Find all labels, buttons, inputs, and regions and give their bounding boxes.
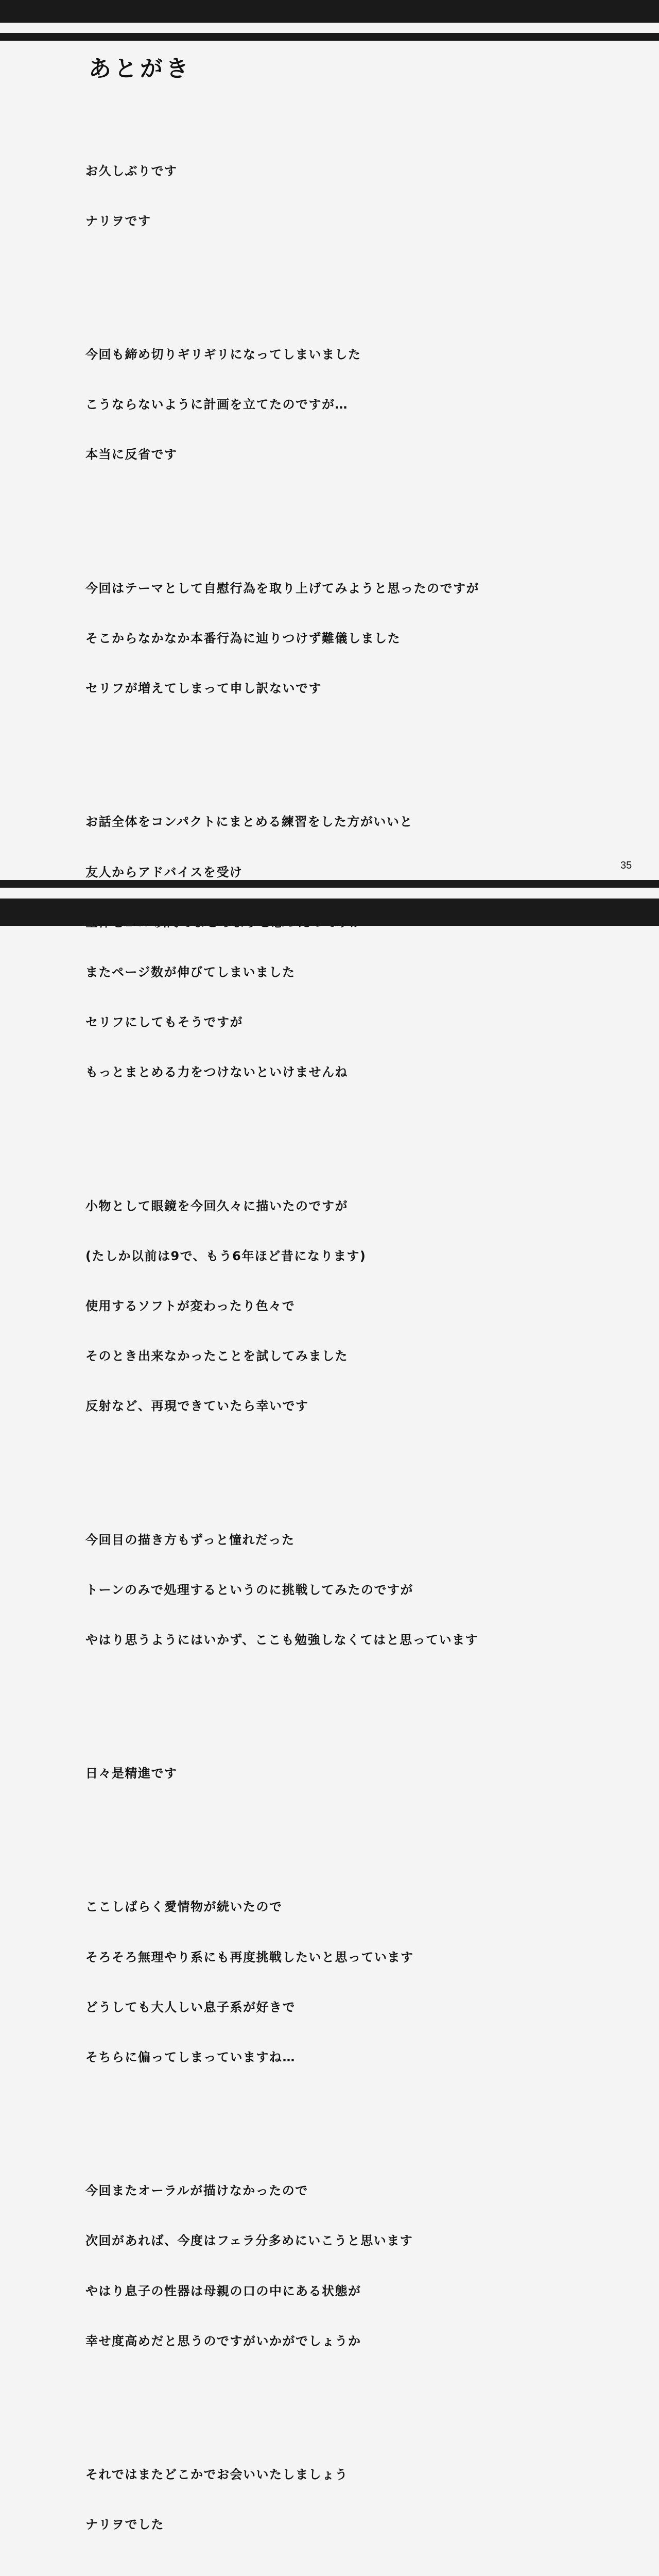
text-line: ここしばらく愛情物が続いたので: [85, 1900, 283, 1914]
paragraph: [85, 313, 626, 496]
text-line: 今回はテーマとして自慰行為を取り上げてみようと思ったのですが: [85, 581, 479, 596]
text-line: 今回またオーラルが描けなかったので: [85, 2183, 308, 2198]
text-line: 今回も締め切りギリギリになってしまいました: [85, 347, 361, 362]
text-line: そろそろ無理やり系にも再度挑戦したいと思っています: [85, 1950, 414, 1964]
text-line: 友人からアドバイスを受け: [85, 865, 243, 879]
text-line: 小物として眼鏡を今回久々に描いたのですが: [85, 1198, 348, 1213]
text-line: 日々是精進です: [85, 1766, 178, 1781]
paragraph: [85, 1498, 626, 1682]
text-line: もっとまとめる力をつけないといけませんね: [85, 1065, 348, 1080]
text-line: そこからなかなか本番行為に辿りつけず難儀しました: [85, 631, 401, 646]
text-line: またページ数が伸びてしまいました: [85, 964, 296, 979]
text-line: トーンのみで処理するというのに挑戦してみたのですが: [85, 1582, 414, 1597]
page-title: あとがき: [89, 56, 192, 82]
text-line: 今回目の描き方もずっと憧れだった: [85, 1532, 295, 1547]
text-line: (たしか以前は9で、もう6年ほど昔になります): [85, 1248, 367, 1263]
bottom-border-thin: [0, 880, 659, 888]
text-line: 使用するソフトが変わったり色々で: [85, 1298, 296, 1313]
afterword-body: [85, 96, 626, 2576]
top-border-thin: [0, 33, 659, 41]
top-border-thick: [0, 0, 659, 23]
text-line: 反射など、再現できていたら幸いです: [85, 1399, 309, 1414]
paragraph: [85, 1866, 626, 2099]
text-line: 幸せ度高めだと思うのですがいかがでしょうか: [85, 2333, 361, 2348]
text-line: セリフが増えてしまって申し訳ないです: [85, 681, 322, 696]
text-line: こうならないように計画を立てたのですが…: [85, 397, 348, 412]
page-number: 35: [620, 860, 632, 871]
paragraph: [85, 1732, 626, 1815]
text-line: お久しぶりです: [85, 163, 178, 178]
paragraph: [85, 547, 626, 730]
text-line: 本当に反省です: [85, 447, 178, 462]
text-line: 次回があれば、今度はフェラ分多めにいこうと思います: [85, 2233, 413, 2248]
text-line: お話全体をコンパクトにまとめる練習をした方がいいと: [85, 815, 413, 829]
text-line: ナリヲです: [85, 213, 151, 228]
text-line: そのとき出来なかったことを試してみました: [85, 1349, 348, 1364]
paragraph: [85, 2433, 626, 2566]
text-line: やはり思うようにはいかず、ここも勉強しなくてはと思っています: [85, 1632, 479, 1647]
paragraph: [85, 780, 626, 1114]
text-line: セリフにしてもそうですが: [85, 1015, 243, 1030]
text-line: どうしても大人しい息子系が好きで: [85, 1999, 296, 2014]
text-line: ナリヲでした: [85, 2517, 164, 2532]
paragraph: [85, 1164, 626, 1448]
paragraph: [85, 2149, 626, 2383]
bottom-border-thick: [0, 899, 659, 926]
paragraph: [85, 129, 626, 263]
text-line: そちらに偏ってしまっていますね…: [85, 2050, 296, 2065]
text-line: それではまたどこかでお会いいたしましょう: [85, 2467, 348, 2482]
text-line: やはり息子の性器は母親の口の中にある状態が: [85, 2283, 361, 2298]
